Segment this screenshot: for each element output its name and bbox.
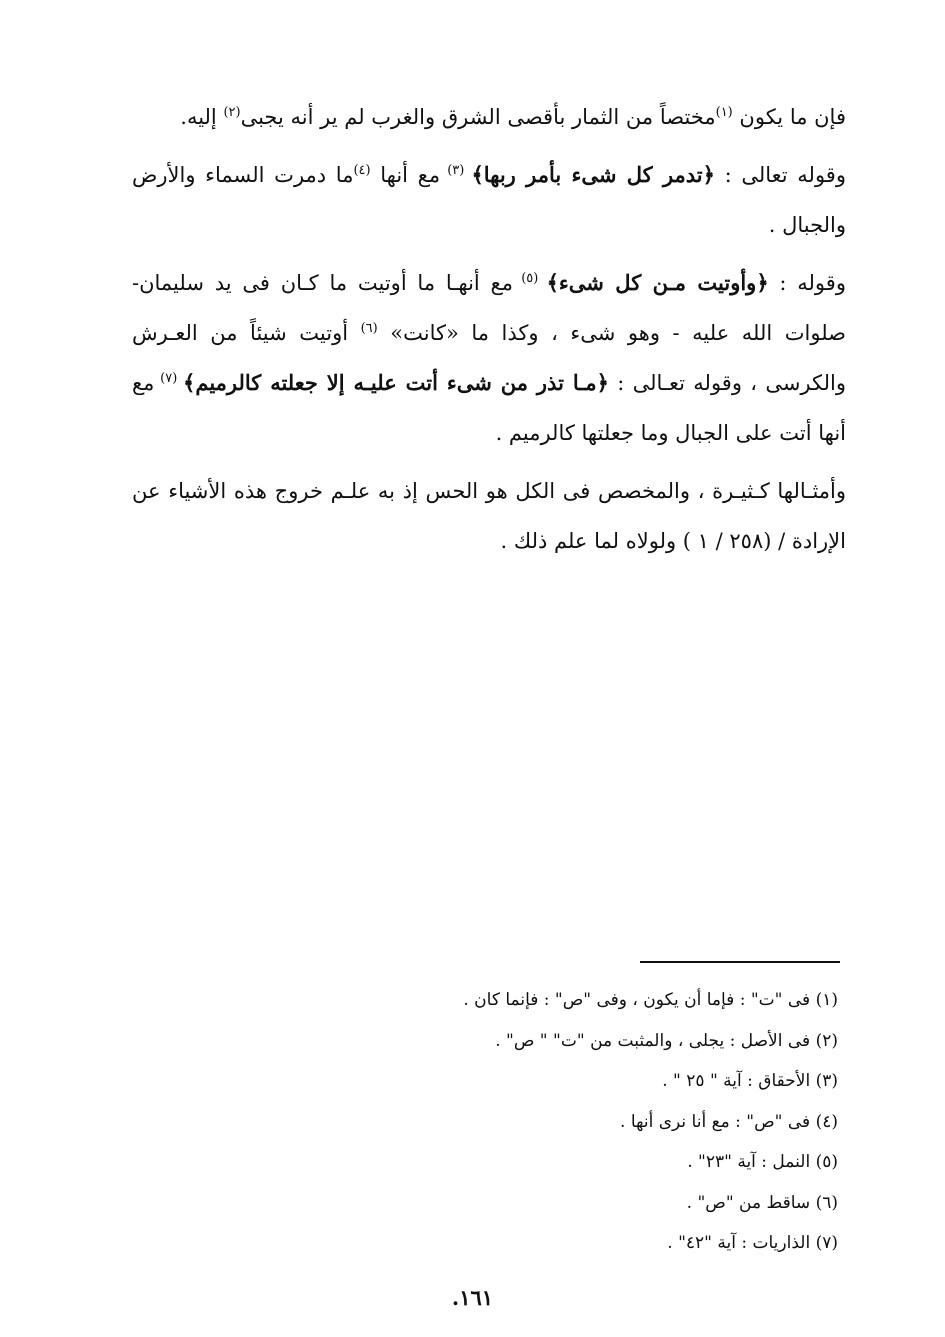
- paragraph: [132, 466, 846, 566]
- footnotes: [330, 980, 838, 1264]
- quran-verse: ﴿وأوتيت مـن كل شىء﴾: [546, 270, 769, 295]
- footnote: (٤) فى "ص" : مع أنا نرى أنها .: [620, 1111, 838, 1132]
- footnote-ref: (٣): [440, 163, 472, 178]
- footnote: (٥) النمل : آية "٢٣" .: [687, 1152, 838, 1172]
- text-run: أوتيت شيئاً من العـرش والكرسى ، وقوله تعـالى :: [132, 321, 846, 395]
- footnote-ref: (٤): [353, 163, 371, 178]
- text-run: ما دمرت السماء والأرض والجبال .: [132, 163, 846, 237]
- footnote-ref: (٧): [154, 371, 184, 386]
- text-run: مع أنهـا ما أوتيت ما كـان فى يد سليمان- صلوات الله عليه - وهو شىء ، وكذا ما «كانت»: [132, 271, 847, 345]
- footnote: (١) فى "ت" : فإما أن يكون ، وفى "ص" : فإنما كان .: [463, 990, 838, 1010]
- footnote-ref: (١): [715, 105, 733, 120]
- main-text: [132, 92, 846, 574]
- text-run: مختصاً من الثمار بأقصى الشرق والغرب لم ير أنه يجبى: [240, 105, 716, 129]
- footnote: (٢) فى الأصل : يجلى ، والمثبت من "ت" " ص" .: [495, 1030, 838, 1051]
- footnote-ref: (٥): [512, 271, 547, 286]
- footnote-ref: (٢): [223, 105, 241, 120]
- quran-verse: ﴿مـا تذر من شىء أتت عليـه إلا جعلته كالرميم﴾: [183, 370, 609, 395]
- footnote: (٣) الأحقاق : آية " ٢٥ " .: [662, 1071, 838, 1091]
- text-run: مع أنها أتت على الجبال وما جعلتها كالرميم .: [132, 371, 846, 445]
- footnote: (٧) الذاريات : آية "٤٢" .: [667, 1233, 838, 1253]
- footnote-ref: (٦): [360, 321, 378, 336]
- footnote: (٦) ساقط من "ص" .: [686, 1192, 838, 1213]
- text-run: مع أنها: [370, 163, 441, 187]
- footnote-divider: [640, 961, 840, 963]
- text-run: وقوله :: [768, 271, 846, 295]
- paragraph: [132, 258, 846, 458]
- text-run: وقوله تعالى :: [714, 163, 846, 187]
- quran-verse: ﴿تدمر كل شىء بأمر ربها﴾: [471, 162, 715, 187]
- text-run: إليه.: [180, 105, 224, 129]
- page-number: ١٦١.: [451, 1285, 494, 1310]
- paragraph: [132, 150, 846, 250]
- text-run: وأمثـالها كـثيـرة ، والمخصص فى الكل هو الحس إذ به علـم خروج هذه الأشياء عن الإرادة / (٢٥٨ / ١ ) ولولاه لما علم ذلك .: [132, 479, 846, 553]
- paragraph: [132, 92, 846, 142]
- text-run: فإن ما يكون: [732, 105, 846, 129]
